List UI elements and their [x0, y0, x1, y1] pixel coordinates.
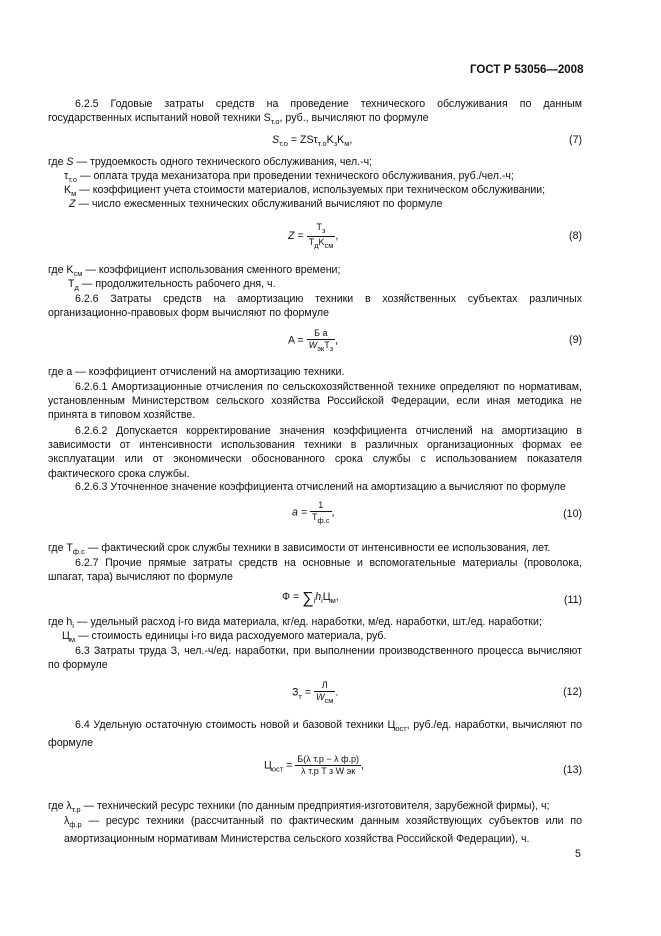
formula-12-number: (12): [563, 686, 582, 698]
where-8-line-1: где $K_{см}$ — коэффициент использования сменного времени;: [48, 264, 341, 279]
where-7-line-4: Z — число ежесменных технических обслуживаний вычисляют по формуле: [69, 198, 443, 210]
formula-13: $Ц_{ост}$ = $\frac{\text{Б(λ т.р − λ ф.р)}}{\text{λ т.р T з W эк}}$ ,: [264, 754, 364, 776]
paragraph-6-2-6-1: 6.2.6.1 Амортизационные отчисления по сельскохозяйственной технике определяют по нормативам, установленным Министерством сельского хозяйства Российской Федерации, если иная методика не принята в типовом хозяйстве.: [48, 381, 582, 422]
formula-12: $З_т$ = $\frac{Л}{W_{см}}$ .: [292, 680, 339, 705]
where-9: где a — коэффициент отчислений на амортизацию техники.: [48, 366, 345, 378]
paragraph-6-4: 6.4 Удельную остаточную стоимость новой и базовой техники $Ц_{ост}$, руб./ед. наработки, вычисляют по формуле: [48, 719, 582, 750]
formula-9-number: (9): [569, 334, 582, 346]
where-13-line-1: где $\lambda_{т.р}$ — технический ресурс техники (по данным предприятия-изготовителя, зарубежной фирмы), ч;: [48, 800, 550, 815]
formula-10: a = $\frac{1}{T_{ф.с}}$ ,: [292, 500, 335, 525]
where-7-line-1: где S — трудоемкость одного технического обслуживания, чел.-ч;: [48, 156, 373, 168]
where-7-line-3: $K_м$ — коэффициент учета стоимости материалов, используемых при техническом обслуживании;: [64, 184, 546, 199]
formula-13-number: (13): [563, 764, 582, 776]
formula-11: $Ф = \sum_ih_iЦ_м$,: [282, 590, 339, 607]
standard-header: ГОСТ Р 53056—2008: [470, 64, 584, 76]
page-number: 5: [575, 848, 581, 860]
paragraph-6-2-6-2: 6.2.6.2 Допускается корректирование значения коэффициента отчислений на амортизацию в зависимости от интенсивности использования техники в различных организационных формах ее эксплуатации или от экономически обоснованного срока службы с использованием показателя фактического срока службы.: [48, 425, 582, 480]
where-11-line-2: $Ц_м$ — стоимость единицы i-го вида расходуемого материала, руб.: [62, 630, 387, 645]
formula-8-number: (8): [569, 230, 582, 242]
formula-7-number: (7): [569, 134, 582, 146]
where-13-line-2: $\lambda_{ф.р}$ — ресурс техники (рассчитанный по фактическим данным хозяйствующих субъектов или по амортизационным нормативам Министерства сельского хозяйства Российской Федерации), ч.: [64, 815, 582, 846]
where-7-line-2: $\tau_{т.о}$ — оплата труда механизатора при проведении технического обслуживания, руб./чел.-ч;: [64, 170, 514, 185]
formula-10-number: (10): [563, 508, 582, 520]
paragraph-6-2-7: 6.2.7 Прочие прямые затраты средств на основные и вспомогательные материалы (проволока, шпагат, тара) вычисляют по формуле: [48, 557, 582, 584]
where-11-line-1: где $h_i$ — удельный расход i-го вида материала, кг/ед. наработки, м/ед. наработки, шт./ед. наработки;: [48, 616, 542, 631]
where-8-line-2: $T_д$ — продолжительность рабочего дня, ч.: [68, 278, 276, 293]
formula-9: A = $\frac{\text{Б a}}{W_{эк}T_з}$ ,: [288, 328, 339, 353]
formula-11-number: (11): [563, 594, 582, 606]
formula-7: $S_{т.о} = ZS\tau_{т.о}K_зK_м$,: [272, 134, 353, 149]
formula-8: Z = $\frac{T_з}{T_дK_{см}}$ ,: [288, 222, 339, 250]
paragraph-6-2-6-3: 6.2.6.3 Уточненное значение коэффициента отчислений на амортизацию a вычисляют по формуле: [75, 481, 566, 493]
paragraph-6-2-5: 6.2.5 Годовые затраты средств на проведение технического обслуживания по данным государственных испытаний новой техники $S_{т.о}$, руб., вычисляют по формуле: [48, 98, 582, 127]
paragraph-6-3: 6.3 Затраты труда З, чел.-ч/ед. наработки, при выполнении производственного процесса вычисляют по формуле: [48, 645, 582, 672]
paragraph-6-2-6: 6.2.6 Затраты средств на амортизацию техники в хозяйственных субъектах различных организационно-правовых форм вычисляют по формуле: [48, 293, 582, 320]
where-10: где $T_{ф.с}$ — фактический срок службы техники в зависимости от интенсивности ее использования, лет.: [48, 542, 551, 557]
